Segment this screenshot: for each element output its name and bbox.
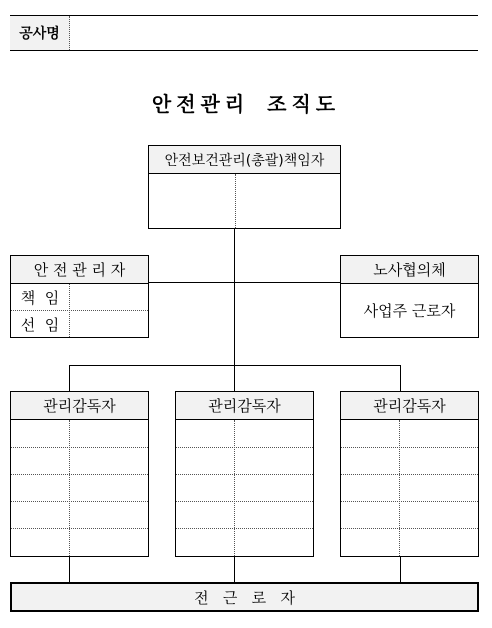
supervisor-title: 관리감독자 (11, 392, 148, 420)
supervisor-row-divider (11, 447, 148, 448)
supervisor-row-divider (176, 501, 313, 502)
chief-divider (235, 174, 236, 228)
chief-title: 안전보건관리(총괄)책임자 (149, 146, 340, 174)
page-title: 안전관리 조직도 (151, 92, 341, 116)
project-name-label: 공사명 (10, 16, 70, 50)
supervisor-box (340, 391, 479, 557)
header-bottom-rule (10, 50, 478, 51)
supervisor-column-divider (399, 420, 400, 556)
supervisor-column-divider (69, 420, 70, 556)
supervisor-row-divider (176, 447, 313, 448)
supervisor-row-divider (341, 447, 478, 448)
supervisor-box (175, 391, 314, 557)
supervisor-row-divider (11, 501, 148, 502)
worker-right-connector (400, 556, 401, 583)
chief-box (148, 145, 341, 229)
main-vertical-connector (234, 228, 235, 365)
council-box (340, 255, 479, 338)
supervisor-row-divider (341, 474, 478, 475)
supervisor-row-divider (11, 474, 148, 475)
supervisor-row-divider (176, 528, 313, 529)
supervisor-row-divider (176, 474, 313, 475)
supervisor-title: 관리감독자 (341, 392, 478, 420)
branch-center-connector (234, 365, 235, 392)
supervisor-box (10, 391, 149, 557)
safety-manager-box (10, 255, 149, 338)
safety-manager-title: 안 전 관 리 자 (11, 256, 148, 284)
council-members: 사업주 근로자 (363, 302, 456, 320)
supervisor-row-divider (341, 528, 478, 529)
supervisor-column-divider (234, 420, 235, 556)
safety-manager-row-label: 선 임 (20, 315, 60, 334)
supervisor-row-divider (11, 528, 148, 529)
supervisor-title: 관리감독자 (176, 392, 313, 420)
side-horizontal-connector (148, 282, 341, 283)
branch-right-connector (400, 365, 401, 392)
all-workers-box: 전 근 로 자 (10, 582, 479, 612)
supervisor-row-divider (341, 501, 478, 502)
safety-manager-row-label: 책 임 (20, 288, 60, 307)
council-title: 노사협의체 (341, 256, 478, 284)
project-name-field[interactable] (71, 16, 478, 50)
worker-center-connector (234, 556, 235, 583)
worker-left-connector (69, 556, 70, 583)
branch-left-connector (69, 365, 70, 392)
